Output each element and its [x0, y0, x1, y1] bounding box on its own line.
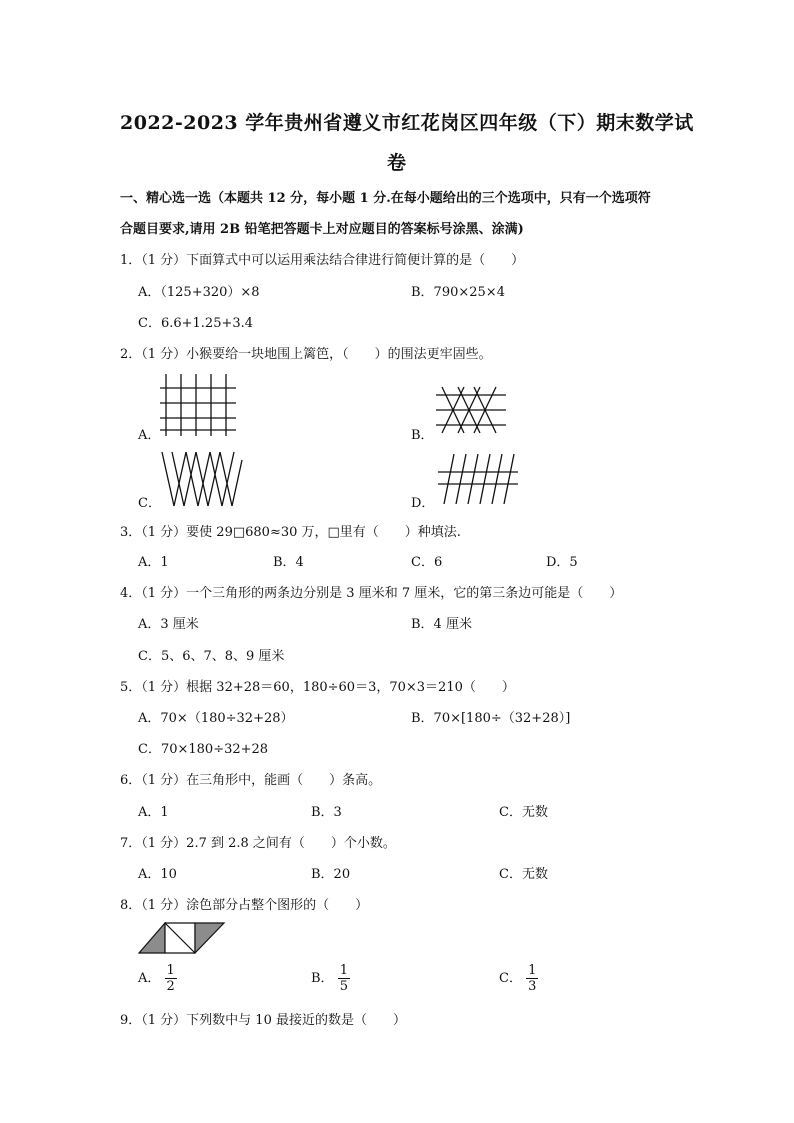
question-3-option-c[interactable]: C．6 [411, 555, 443, 570]
question-2-stem: 2．（1 分）小猴要给一块地围上篱笆，（ ）的围法更牢固些。 [120, 347, 492, 362]
question-7-option-c[interactable]: C．无数 [499, 867, 548, 882]
question-4-option-b[interactable]: B．4 厘米 [411, 617, 472, 632]
question-6-option-c[interactable]: C．无数 [499, 805, 548, 820]
question-4-stem: 4．（1 分）一个三角形的两条边分别是 3 厘米和 7 厘米，它的第三条边可能是（ ） [120, 586, 623, 601]
option-c-label: C． [499, 971, 522, 986]
question-2-option-c[interactable]: C． [138, 496, 161, 511]
fraction-one-fifth [338, 964, 350, 993]
question-6-option-a[interactable]: A．1 [138, 805, 169, 820]
question-5-option-b[interactable]: B．70×[180÷（32+28）] [411, 711, 571, 726]
fraction-denominator: 2 [166, 979, 175, 994]
question-1-stem: 1．（1 分）下面算式中可以运用乘法结合律进行简便计算的是（ ） [120, 253, 525, 268]
section-header-line1: 一、精心选一选（本题共 12 分，每小题 1 分.在每小题给出的三个选项中，只有一个选项符 [120, 191, 651, 206]
question-2-option-a[interactable]: A． [138, 428, 161, 443]
fraction-denominator: 3 [528, 979, 537, 994]
question-5-stem: 5．（1 分）根据 32+28＝60，180÷60＝3，70×3＝210（ ） [120, 680, 515, 695]
section-header-line2: 合题目要求,请用 2B 铅笔把答题卡上对应题目的答案标号涂黑、涂满) [120, 222, 524, 237]
fence-zigzag-figure [158, 450, 244, 508]
question-3-option-a[interactable]: A．1 [138, 555, 169, 570]
question-3-stem: 3．（1 分）要使 29□680≈30 万，□里有（ ）种填法. [120, 525, 461, 540]
fraction-numerator: 1 [339, 963, 348, 978]
question-8-option-b[interactable] [311, 964, 350, 993]
option-a-label: A． [138, 971, 161, 986]
question-1-option-b[interactable]: B．790×25×4 [411, 285, 505, 300]
question-1-option-c[interactable]: C．6.6+1.25+3.4 [138, 316, 254, 331]
fraction-denominator: 5 [339, 979, 348, 994]
question-6-stem: 6．（1 分）在三角形中，能画（ ）条高。 [120, 773, 382, 788]
question-2-option-d[interactable]: D． [411, 496, 435, 511]
fraction-numerator: 1 [166, 963, 175, 978]
fraction-one-third [526, 964, 538, 993]
question-7-option-b[interactable]: B．20 [311, 867, 351, 882]
fraction-one-half [165, 964, 177, 993]
question-5-option-a[interactable]: A．70×（180÷32+28） [138, 711, 294, 726]
option-b-label: B． [311, 971, 334, 986]
question-8-option-a[interactable] [138, 964, 177, 993]
fence-slanted-figure [436, 452, 520, 506]
fence-triangle-figure [434, 385, 508, 435]
question-3-option-b[interactable]: B．4 [273, 555, 304, 570]
question-8-stem: 8．（1 分）涂色部分占整个图形的（ ） [120, 898, 369, 913]
question-4-option-c[interactable]: C．5、6、7、8、9 厘米 [138, 649, 285, 664]
question-7-stem: 7．（1 分）2.7 到 2.8 之间有（ ）个小数。 [120, 836, 396, 851]
question-2-option-b[interactable]: B． [411, 428, 434, 443]
question-5-option-c[interactable]: C．70×180÷32+28 [138, 742, 269, 757]
question-8-option-c[interactable] [499, 964, 538, 993]
question-9-stem: 9．（1 分）下列数中与 10 最接近的数是（ ） [120, 1013, 406, 1028]
shaded-parallelogram-figure [138, 922, 226, 954]
page-title-line2: 卷 [387, 152, 407, 174]
fence-grid-figure [158, 372, 238, 438]
fraction-numerator: 1 [528, 963, 537, 978]
question-4-option-a[interactable]: A．3 厘米 [138, 617, 199, 632]
question-3-option-d[interactable]: D．5 [546, 555, 578, 570]
question-7-option-a[interactable]: A．10 [138, 867, 177, 882]
question-6-option-b[interactable]: B．3 [311, 805, 342, 820]
page-title-line1: 2022-2023 学年贵州省遵义市红花岗区四年级（下）期末数学试 [120, 112, 694, 134]
question-1-option-a[interactable]: A．（125+320）×8 [138, 285, 260, 300]
